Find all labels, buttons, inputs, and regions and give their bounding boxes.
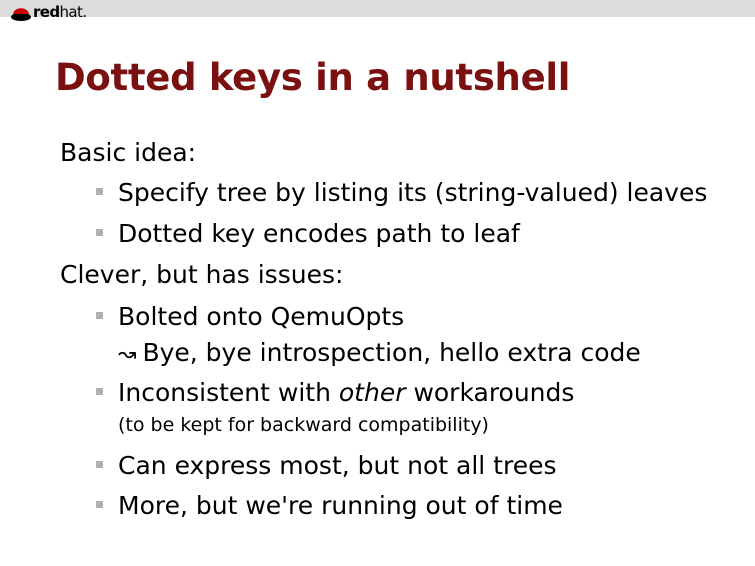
bullet-item: Bolted onto QemuOpts — [96, 302, 404, 331]
leads-to-arrow-icon: ↝ — [118, 342, 137, 367]
bullet-square-icon — [96, 388, 103, 395]
bullet-item: More, but we're running out of time — [96, 491, 563, 520]
logo-wordmark: redhat. — [33, 2, 87, 21]
bullet-item: Dotted key encodes path to leaf — [96, 219, 520, 248]
top-bar — [0, 0, 755, 17]
slide-title: Dotted keys in a nutshell — [55, 56, 571, 99]
bullet-item: Inconsistent with other workarounds — [96, 378, 574, 407]
bullet-item: Specify tree by listing its (string-valued) leaves — [96, 178, 707, 207]
shadowman-icon — [10, 1, 32, 23]
bullet-square-icon — [96, 501, 103, 508]
bullet-square-icon — [96, 461, 103, 468]
section-heading-basic-idea: Basic idea: — [60, 138, 197, 167]
sub-bullet: ↝ Bye, bye introspection, hello extra code — [118, 338, 641, 367]
bullet-item: Can express most, but not all trees — [96, 451, 556, 480]
bullet-square-icon — [96, 229, 103, 236]
redhat-logo — [10, 1, 86, 23]
note-text: (to be kept for backward compatibility) — [118, 414, 489, 436]
bullet-square-icon — [96, 312, 103, 319]
bullet-square-icon — [96, 188, 103, 195]
section-heading-issues: Clever, but has issues: — [60, 260, 344, 289]
